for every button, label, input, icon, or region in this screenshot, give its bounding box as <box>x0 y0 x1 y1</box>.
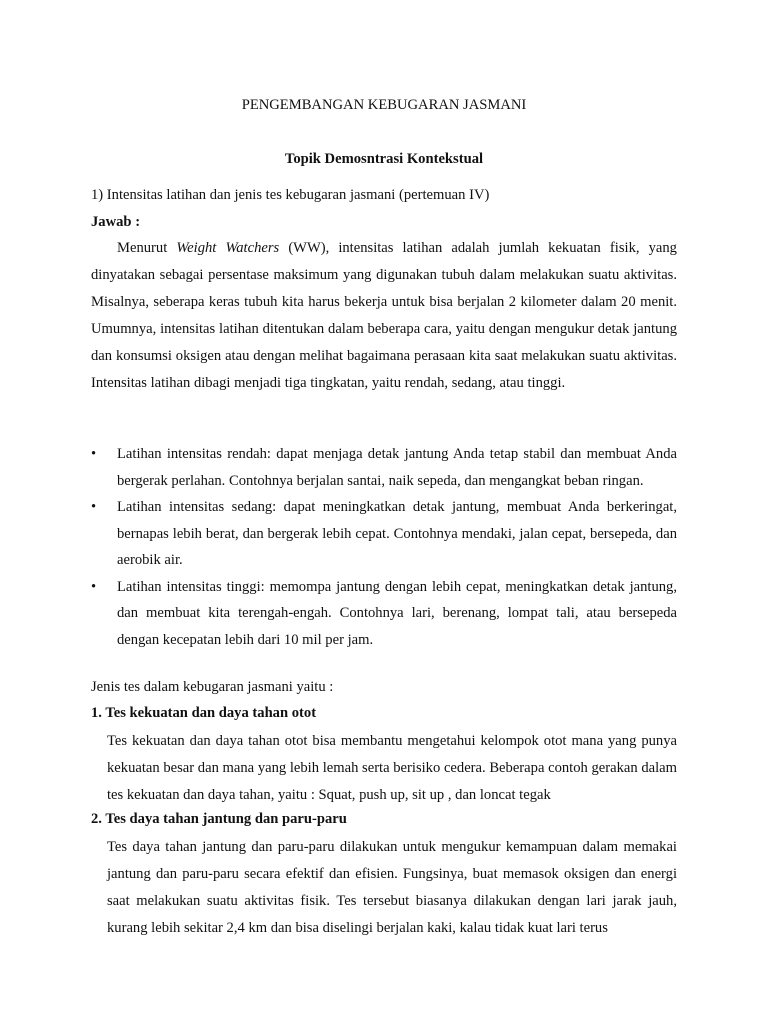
tests-intro: Jenis tes dalam kebugaran jasmani yaitu : <box>91 679 334 695</box>
list-item-text: Latihan intensitas rendah: dapat menjaga detak jantung Anda tetap stabil dan membuat Anda bergerak perlahan. Contohnya berjalan santai, naik sepeda, dan mengangkat beban ringan. <box>117 446 677 489</box>
bullet-icon: • <box>91 499 97 515</box>
list-item <box>91 494 677 574</box>
document-subtitle: Topik Demosntrasi Kontekstual <box>284 151 484 167</box>
intensity-list <box>91 441 677 653</box>
intro-text-start: Menurut <box>117 240 177 256</box>
list-item-text: Latihan intensitas tinggi: memompa jantung dengan lebih cepat, meningkatkan detak jantung, dan membuat kita terengah-engah. Contohnya lari, berenang, lompat tali, atau bersepeda dengan kecepatan lebih dari 10 mil per jam. <box>117 578 677 648</box>
list-item-text: Latihan intensitas sedang: dapat meningkatkan detak jantung, membuat Anda berkeringat, bernapas lebih berat, dan bergerak lebih cepat. Contohnya mendaki, jalan cepat, bersepeda, dan aerobik air. <box>117 499 677 568</box>
bullet-icon: • <box>91 446 97 462</box>
list-item <box>91 574 677 654</box>
bullet-icon: • <box>91 578 97 595</box>
section-paragraph: Tes kekuatan dan daya tahan otot bisa membantu mengetahui kelompok otot mana yang punya kekuatan besar dan mana yang lebih lemah serta berisiko cedera. Beberapa contoh gerakan dalam tes kekuatan dan daya tahan, yaitu : Squat, push up, sit up , dan loncat tegak <box>107 733 677 803</box>
intro-paragraph <box>91 235 677 397</box>
section-heading: 1. Tes kekuatan dan daya tahan otot <box>91 705 317 721</box>
answer-label: Jawab : <box>91 214 141 230</box>
section-heading: 2. Tes daya tahan jantung dan paru-paru <box>91 811 347 827</box>
list-item <box>91 441 677 494</box>
question-text: 1) Intensitas latihan dan jenis tes kebugaran jasmani (pertemuan IV) <box>91 187 490 203</box>
document-title: PENGEMBANGAN KEBUGARAN JASMANI <box>241 97 527 113</box>
section-paragraph: Tes daya tahan jantung dan paru-paru dilakukan untuk mengukur kemampuan dalam memakai jantung dan paru-paru secara efektif dan efisien. Fungsinya, buat memasok oksigen dan energi saat melakukan suatu aktivitas fisik. Tes tersebut biasanya dilakukan dengan lari jarak jauh, kurang lebih sekitar 2,4 km dan bisa diselingi berjalan kaki, kalau tidak kuat lari terus <box>107 839 677 936</box>
intro-text-rest: (WW), intensitas latihan adalah jumlah kekuatan fisik, yang dinyatakan sebagai persentase maksimum yang digunakan tubuh dalam melakukan suatu aktivitas. Misalnya, seberapa keras tubuh kita harus bekerja untuk bisa berjalan 2 kilometer dalam 20 menit. Umumnya, intensitas latihan ditentukan dalam beberapa cara, yaitu dengan mengukur detak jantung dan konsumsi oksigen atau dengan melihat bagaimana perasaan kita saat melakukan suatu aktivitas. Intensitas latihan dibagi menjadi tiga tingkatan, yaitu rendah, sedang, atau tinggi. <box>91 240 677 391</box>
intro-italic-term: Weight Watchers <box>176 240 280 256</box>
